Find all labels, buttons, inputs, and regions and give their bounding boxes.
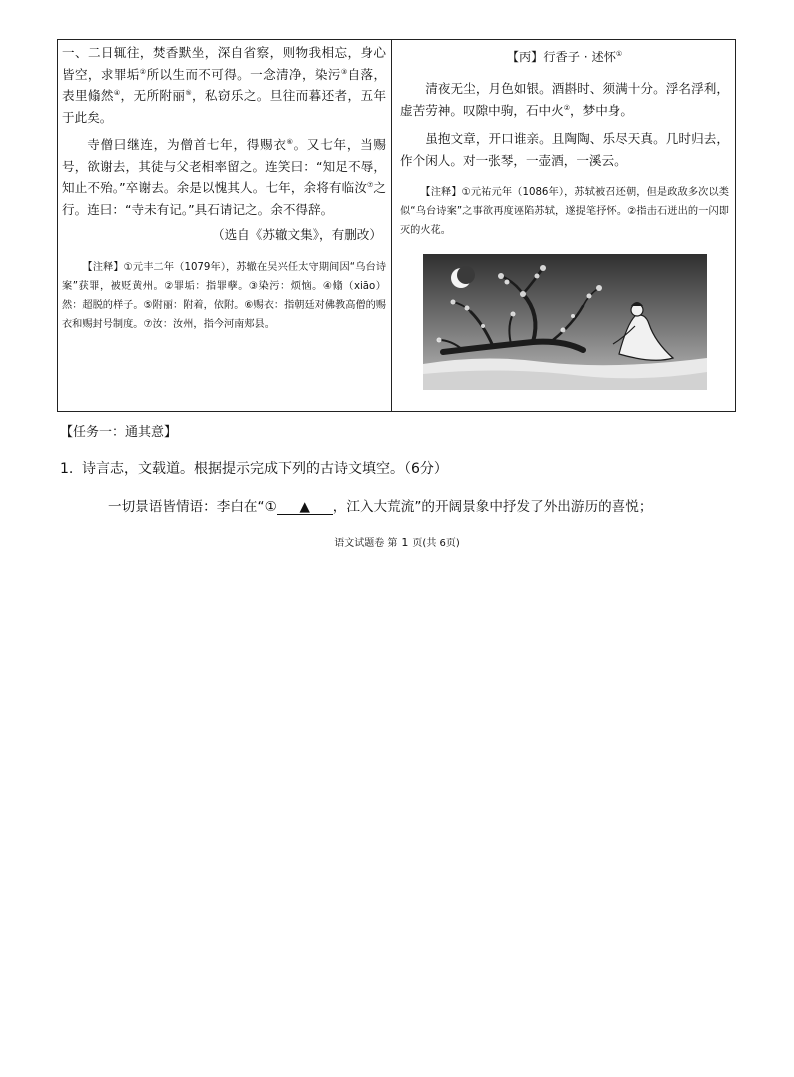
- footnote-marker: ⑦: [367, 180, 374, 189]
- left-paragraph-1: [62, 42, 386, 128]
- page-number: 1: [401, 536, 409, 549]
- left-p1-text-b: 所以生而不可得。一念清净，染污: [146, 66, 341, 82]
- footer-suffix: 页(共 6页): [412, 538, 460, 549]
- left-annotation: 【注释】①元丰二年（1079年），苏辙在吴兴任太守期间因“乌台诗案”获罪，被贬黄州。②罪垢：指罪孽。③染污：烦恼。④翛（xiāo）然：超脱的样子。⑤附丽：附着，依附。⑥赐衣：指朝廷对佛教高僧的赐衣和赐封号制度。⑦汝：汝州，指今河南郏县。: [62, 261, 386, 330]
- left-p1-text-e: ，私窃乐之。旦往而暮还者，五年于此矣。: [62, 88, 387, 125]
- content-table: [57, 39, 736, 412]
- poem-stanza-1: [400, 78, 729, 123]
- illustration-moon-tree-scholar: [423, 254, 707, 390]
- left-p2-text-b: 。又七年，当赐号，欲谢去，其徒与父老相率留之。连笑曰：“知足不辱，知止不殆。”卒谢去。余是以愧其人。七年，余将有临汝: [62, 137, 386, 195]
- footnote-marker: ⑤: [185, 88, 192, 97]
- fill-in-prefix: 一切景语皆情语：李白在“: [108, 499, 265, 515]
- task-header: 【任务一：通其意】: [60, 425, 178, 440]
- poem-title: [400, 46, 729, 69]
- footnote-marker: ③: [340, 67, 348, 76]
- left-p2-text: 寺僧曰继连，为僧首七年，得赐衣: [87, 137, 287, 152]
- footnote-marker: ①: [615, 49, 623, 58]
- answer-blank[interactable]: [277, 500, 333, 515]
- left-p1-text: 一、二日辄往，焚香默坐，深自省察，则物我相忘，身心皆空，求罪垢: [62, 45, 386, 82]
- footnote-marker: ④: [113, 88, 121, 97]
- question-number: 1.: [60, 461, 74, 477]
- footnote-marker: ②: [563, 103, 570, 112]
- fill-in-suffix: ，江入大荒流”的开阔景象中抒发了外出游历的喜悦；: [332, 499, 653, 515]
- right-column: [392, 40, 735, 411]
- left-paragraph-2: [62, 134, 386, 220]
- poem-stanza-1-text: 清夜无尘，月色如银。酒斟时、须满十分。浮名浮利，虚苦劳神。叹隙中驹，石中火: [400, 80, 729, 118]
- blank-placeholder-mark: ▲: [299, 499, 310, 515]
- poem-title-text: 【丙】行香子 · 述怀: [506, 50, 616, 64]
- footer-prefix: 语文试题卷 第: [334, 538, 398, 549]
- left-p2-text-c: 之行。连曰：“寺未有记。”具石请记之。余不得辞。: [62, 180, 386, 217]
- footnote-marker: ②: [139, 67, 147, 76]
- poem-stanza-1-text-b: ，梦中身。: [570, 103, 633, 118]
- question-prompt: 诗言志，文载道。根据提示完成下列的古诗文填空。（6分）: [82, 461, 448, 477]
- page-footer: [0, 534, 794, 549]
- left-column: [58, 40, 392, 411]
- left-p1-text-c: 自落，表里翛然: [62, 66, 387, 103]
- question-1: [60, 458, 448, 478]
- poem-annotation: 【注释】①元祐元年（1086年），苏轼被召还朝，但是政敌多次以类似“乌台诗案”之事欲再度诬陷苏轼，遂提笔抒怀。②指击石迸出的一闪即灭的火花。: [400, 186, 729, 236]
- fill-in-line: [108, 495, 652, 515]
- left-p1-text-d: ，无所附丽: [120, 88, 186, 103]
- footnote-marker: ⑥: [286, 137, 294, 146]
- blank-label: ①: [264, 499, 277, 515]
- poem-stanza-2: 虽抱文章，开口谁亲。且陶陶、乐尽天真。几时归去，作个闲人。对一张琴，一壶酒，一溪云。: [400, 130, 729, 168]
- source-citation: （选自《苏辙文集》，有删改）: [211, 227, 382, 242]
